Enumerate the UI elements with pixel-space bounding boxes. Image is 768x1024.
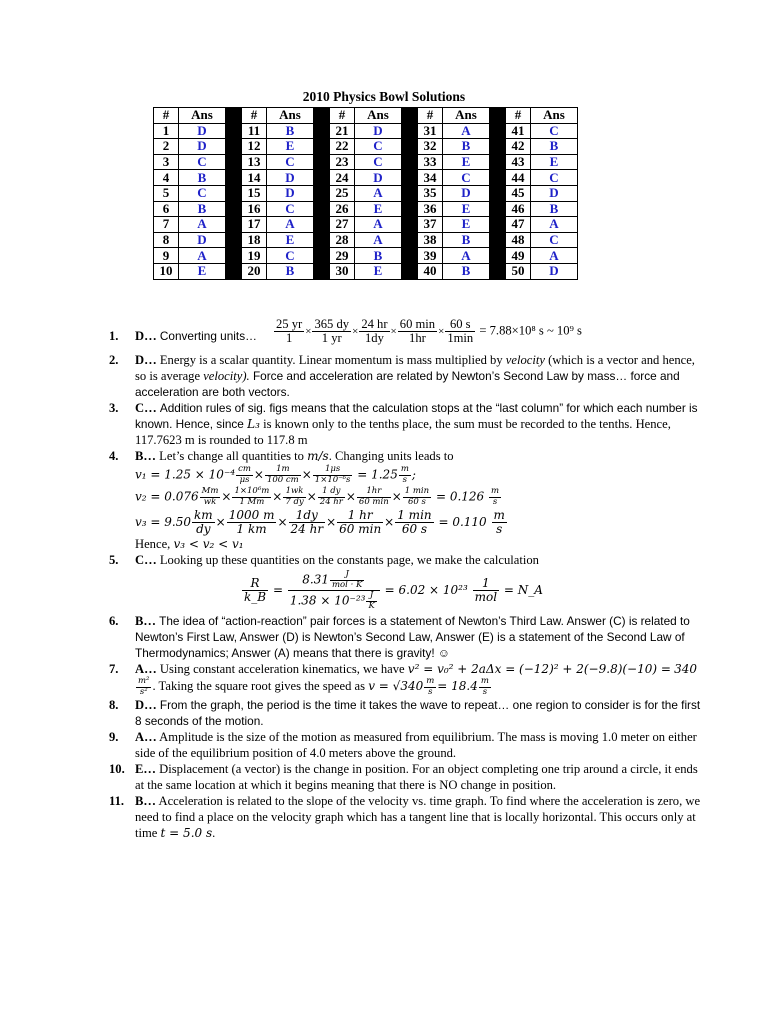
column-separator	[490, 154, 506, 170]
column-separator	[226, 154, 242, 170]
answer-letter: E	[443, 217, 490, 233]
question-number: 35	[418, 185, 443, 201]
table-row	[154, 232, 578, 248]
answer-key-table	[153, 107, 578, 280]
question-number: 26	[330, 201, 355, 217]
solution-number: 2.	[109, 353, 119, 367]
solution-text: Acceleration is related to the slope of the velocity vs. time graph. To find where the acceleration is zero, we need to find a place on the velocity graph which has a tangent line that is locally horizontal. This occurs only at time	[135, 794, 701, 840]
solution-letter: B…	[135, 614, 156, 628]
answer-letter: A	[355, 232, 402, 248]
answer-letter: C	[179, 185, 226, 201]
header-answer: Ans	[355, 108, 402, 124]
header-number: #	[506, 108, 531, 124]
answer-letter: C	[355, 139, 402, 155]
math-symbol: L₃	[247, 417, 260, 431]
math-expression: v² = v₀² + 2aΔx = (−12)² + 2(−9.8)(−10) =	[407, 662, 671, 676]
table-row	[154, 170, 578, 186]
solution-text: Addition rules of sig. figs means that the calculation stops at the “last column” for which each number is known. Hence, since	[135, 401, 698, 431]
question-number: 18	[242, 232, 267, 248]
solution-letter: B…	[135, 794, 156, 808]
answer-letter: B	[531, 139, 578, 155]
solution-number: 4.	[109, 449, 119, 463]
answer-letter: E	[531, 154, 578, 170]
solution-text: Let’s change all quantities to	[159, 449, 308, 463]
column-separator	[226, 217, 242, 233]
question-number: 49	[506, 248, 531, 264]
question-number: 22	[330, 139, 355, 155]
header-answer: Ans	[531, 108, 578, 124]
answer-letter: C	[531, 170, 578, 186]
question-number: 34	[418, 170, 443, 186]
answer-letter: A	[179, 248, 226, 264]
answer-letter: D	[179, 123, 226, 139]
table-header-row	[154, 108, 578, 124]
solution-number: 8.	[109, 698, 119, 712]
column-separator	[314, 170, 330, 186]
question-number: 8	[154, 232, 179, 248]
column-separator	[402, 154, 418, 170]
solution-text: .	[212, 826, 216, 840]
answer-letter: D	[355, 123, 402, 139]
question-number: 41	[506, 123, 531, 139]
solution-text: Displacement (a vector) is the change in position. For an object completing one trip around a circle, it ends at the same location at which it begins meaning that there is NO change in position.	[135, 762, 698, 792]
unit-conversion-equation: $\frac{25 yr}{1}$ × $\frac{365 dy}{1 yr}$ × $\frac{24 hr}{1dy}$ × $\frac{60 \min}{1hr}$ × $\frac{60 s}{1\min}$ = 7.88×10⁸ s ~ 10⁹ s	[276, 317, 582, 345]
answer-letter: A	[531, 248, 578, 264]
solution-6	[109, 613, 709, 661]
question-number: 33	[418, 154, 443, 170]
question-number: 19	[242, 248, 267, 264]
header-number: #	[330, 108, 355, 124]
question-number: 37	[418, 217, 443, 233]
solution-letter: C…	[135, 553, 157, 567]
column-separator	[490, 123, 506, 139]
emphasis: velocity	[505, 353, 545, 367]
question-number: 15	[242, 185, 267, 201]
solution-2	[109, 352, 709, 400]
answer-letter: C	[267, 154, 314, 170]
solution-text: Energy is a scalar quantity. Linear momentum is mass multiplied by	[159, 353, 506, 367]
answer-letter: D	[443, 185, 490, 201]
column-separator	[226, 139, 242, 155]
question-number: 4	[154, 170, 179, 186]
math-expression: v = √340	[368, 678, 424, 693]
solution-letter: A…	[135, 662, 157, 676]
question-number: 39	[418, 248, 443, 264]
column-separator	[402, 232, 418, 248]
column-separator	[490, 185, 506, 201]
column-separator	[226, 248, 242, 264]
question-number: 10	[154, 263, 179, 279]
answer-letter: E	[355, 201, 402, 217]
answer-letter: B	[267, 123, 314, 139]
answer-letter: E	[267, 139, 314, 155]
question-number: 23	[330, 154, 355, 170]
math-expression: t = 5.0 s	[160, 826, 213, 840]
table-row	[154, 154, 578, 170]
solution-7: 7. A… Using constant acceleration kinematics, we have v² = v₀² + 2aΔx = (−12)² + 2(−9.8)(−10) = 340 $\frac{\text{m²}}{\text{s²}}$ . Taking the square root gives the speed as v = √340 $\frac{m}{s}$ = 18.4 $\frac{m}{s}$	[109, 662, 697, 697]
column-separator	[314, 185, 330, 201]
answer-letter: C	[531, 123, 578, 139]
solution-letter: A…	[135, 730, 157, 744]
avogadro-equation: $\frac{R}{k\_B}$ = 8.31 $\frac{J}{\text{mol · K}}$ 1.38 × 10⁻²³ $\frac{J}{K}$ = 6.02 × 10²³ $\frac{1}{\text{mol}}$ = N_A	[244, 569, 543, 611]
answer-letter: B	[355, 248, 402, 264]
column-separator	[490, 170, 506, 186]
solution-text: . Taking the square root gives the speed as	[152, 678, 369, 693]
math-expression: = 18.4	[437, 678, 478, 693]
solution-letter: B…	[135, 449, 156, 463]
answer-letter: E	[355, 263, 402, 279]
answer-letter: A	[531, 217, 578, 233]
header-number: #	[154, 108, 179, 124]
question-number: 1	[154, 123, 179, 139]
answer-letter: A	[267, 217, 314, 233]
solution-letter: D…	[135, 698, 157, 712]
question-number: 28	[330, 232, 355, 248]
table-row	[154, 139, 578, 155]
column-separator	[314, 139, 330, 155]
column-separator	[490, 217, 506, 233]
solution-text: Force and acceleration are related by Newton’s Second Law by mass… force and acceleration are both vectors.	[135, 369, 680, 399]
answer-letter: C	[267, 248, 314, 264]
question-number: 9	[154, 248, 179, 264]
column-separator	[314, 154, 330, 170]
column-separator	[226, 232, 242, 248]
answer-letter: B	[443, 139, 490, 155]
answer-letter: E	[267, 232, 314, 248]
answer-letter: D	[531, 185, 578, 201]
question-number: 44	[506, 170, 531, 186]
solution-number: 5.	[109, 553, 119, 567]
question-number: 16	[242, 201, 267, 217]
question-number: 24	[330, 170, 355, 186]
column-separator	[402, 248, 418, 264]
column-separator	[226, 185, 242, 201]
column-separator	[226, 263, 242, 279]
answer-letter: D	[267, 170, 314, 186]
answer-letter: C	[531, 232, 578, 248]
column-separator	[490, 201, 506, 217]
answer-letter: C	[179, 154, 226, 170]
column-separator	[226, 123, 242, 139]
equation-v2: v₂ = 0.076 $\frac{Mm}{wk}$ × $\frac{\text{1×10⁶m}}{1 Mm}$ × $\frac{1wk}{7 dy}$ × $\frac{1 dy}{24 hr}$ × $\frac{1hr}{60 \min}$ × $\frac{1 \min}{60 s}$ = 0.126 $\frac{m}{s}$	[135, 486, 500, 507]
page-title: 2010 Physics Bowl Solutions	[302, 89, 466, 104]
question-number: 27	[330, 217, 355, 233]
question-number: 45	[506, 185, 531, 201]
answer-letter: B	[179, 170, 226, 186]
question-number: 30	[330, 263, 355, 279]
column-separator	[402, 217, 418, 233]
column-separator	[402, 139, 418, 155]
column-separator	[490, 139, 506, 155]
question-number: 20	[242, 263, 267, 279]
header-number: #	[418, 108, 443, 124]
solution-4	[109, 448, 709, 552]
question-number: 3	[154, 154, 179, 170]
solution-text: (which is a vector and hence, so is average	[135, 353, 695, 383]
table-row	[154, 263, 578, 279]
header-answer: Ans	[179, 108, 226, 124]
answer-letter: D	[179, 139, 226, 155]
question-number: 25	[330, 185, 355, 201]
answer-letter: E	[443, 201, 490, 217]
solution-text: is known only to the tenths place, the sum must be recorded to the tenths. Hence, 117.7623 m is rounded to 117.8 m	[135, 417, 671, 447]
question-number: 47	[506, 217, 531, 233]
solution-letter: E…	[135, 762, 156, 776]
solution-number: 10.	[109, 762, 125, 776]
question-number: 43	[506, 154, 531, 170]
question-number: 5	[154, 185, 179, 201]
solution-5	[109, 552, 709, 611]
table-row	[154, 123, 578, 139]
math-expression: 340	[674, 662, 697, 676]
solution-8	[109, 697, 709, 729]
answer-letter: D	[531, 263, 578, 279]
column-separator	[402, 201, 418, 217]
answer-letter: A	[355, 185, 402, 201]
question-number: 50	[506, 263, 531, 279]
question-number: 7	[154, 217, 179, 233]
solution-number: 11.	[109, 794, 125, 808]
equation-v3: v₃ = 9.50 $\frac{km}{dy}$ × $\frac{1000 m}{1 km}$ × $\frac{1dy}{24 hr}$ × $\frac{1 hr}{60 \min}$ × $\frac{1 \min}{60 s}$ = 0.110 $\frac{m}{s}$	[135, 508, 505, 536]
answer-letter: C	[443, 170, 490, 186]
answer-letter: B	[267, 263, 314, 279]
column-separator	[226, 108, 242, 124]
solution-text: Looking up these quantities on the constants page, we make the calculation	[159, 553, 539, 567]
solution-text: Converting units…	[159, 329, 257, 343]
column-separator	[402, 170, 418, 186]
question-number: 36	[418, 201, 443, 217]
solution-number: 1.	[109, 329, 119, 343]
question-number: 48	[506, 232, 531, 248]
answer-letter: C	[355, 154, 402, 170]
column-separator	[402, 263, 418, 279]
solution-text: . Changing units leads to	[328, 449, 454, 463]
column-separator	[314, 263, 330, 279]
solution-11	[109, 793, 709, 841]
question-number: 11	[242, 123, 267, 139]
column-separator	[490, 108, 506, 124]
math-unit: m/s	[307, 449, 329, 463]
solution-text: Using constant acceleration kinematics, we have	[159, 662, 408, 676]
answer-letter: A	[443, 123, 490, 139]
solution-text: From the graph, the period is the time it takes the wave to repeat… one region to consider is for the first 8 seconds of the motion.	[135, 698, 701, 728]
table-row	[154, 201, 578, 217]
column-separator	[402, 123, 418, 139]
solution-number: 3.	[109, 401, 119, 415]
answer-letter: B	[443, 263, 490, 279]
table-row	[154, 185, 578, 201]
solution-text: The idea of “action-reaction” pair forces is a statement of Newton’s Third Law. Answer (C) is related to Newton’s First Law, Answer (D) is Newton’s Second Law, Answer (E) is a statement of the Second Law of Thermodynamics; Answer (A) means that there is gravity! ☺	[135, 614, 690, 660]
column-separator	[402, 108, 418, 124]
question-number: 42	[506, 139, 531, 155]
column-separator	[226, 201, 242, 217]
question-number: 17	[242, 217, 267, 233]
solution-1	[109, 318, 709, 352]
question-number: 32	[418, 139, 443, 155]
column-separator	[490, 232, 506, 248]
question-number: 21	[330, 123, 355, 139]
question-number: 29	[330, 248, 355, 264]
answer-letter: A	[179, 217, 226, 233]
question-number: 46	[506, 201, 531, 217]
header-answer: Ans	[267, 108, 314, 124]
solution-text: Amplitude is the size of the motion as measured from equilibrium. The mass is moving 1.0 meter on either side of the equilibrium position of 4.0 meters above the ground.	[135, 730, 697, 760]
solution-3	[109, 400, 709, 448]
answer-letter: E	[179, 263, 226, 279]
column-separator	[314, 123, 330, 139]
column-separator	[314, 217, 330, 233]
answer-letter: D	[355, 170, 402, 186]
answer-letter: D	[179, 232, 226, 248]
answer-letter: E	[443, 154, 490, 170]
solution-10	[109, 761, 709, 793]
answer-letter: A	[355, 217, 402, 233]
question-number: 2	[154, 139, 179, 155]
question-number: 31	[418, 123, 443, 139]
question-number: 40	[418, 263, 443, 279]
table-row	[154, 217, 578, 233]
question-number: 38	[418, 232, 443, 248]
answer-letter: B	[443, 232, 490, 248]
answer-letter: D	[267, 185, 314, 201]
column-separator	[402, 185, 418, 201]
solution-letter: D…	[135, 329, 157, 343]
emphasis: velocity).	[203, 369, 250, 383]
question-number: 6	[154, 201, 179, 217]
equation-v1: v₁ = 1.25 × 10⁻⁴ $\frac{cm}{\mu s}$ × $\frac{1m}{100 cm}$ × $\frac{1\mu s}{\text{1×10⁻⁶s}}$ = 1.25 $\frac{m}{s}$ ;	[135, 464, 416, 485]
header-number: #	[242, 108, 267, 124]
answer-letter: A	[443, 248, 490, 264]
conclusion: Hence, v₃ < v₂ < v₁	[135, 537, 244, 551]
column-separator	[226, 170, 242, 186]
column-separator	[314, 248, 330, 264]
answer-letter: B	[179, 201, 226, 217]
column-separator	[490, 263, 506, 279]
column-separator	[490, 248, 506, 264]
column-separator	[314, 201, 330, 217]
solutions-list	[109, 318, 709, 841]
solution-number: 6.	[109, 614, 119, 628]
column-separator	[314, 232, 330, 248]
answer-letter: B	[531, 201, 578, 217]
column-separator	[314, 108, 330, 124]
solution-letter: D…	[135, 353, 157, 367]
solution-letter: C…	[135, 401, 157, 415]
solution-9	[109, 729, 709, 761]
question-number: 14	[242, 170, 267, 186]
solution-number: 7.	[109, 662, 119, 676]
answer-letter: C	[267, 201, 314, 217]
question-number: 12	[242, 139, 267, 155]
header-answer: Ans	[443, 108, 490, 124]
question-number: 13	[242, 154, 267, 170]
solution-number: 9.	[109, 730, 119, 744]
table-row	[154, 248, 578, 264]
